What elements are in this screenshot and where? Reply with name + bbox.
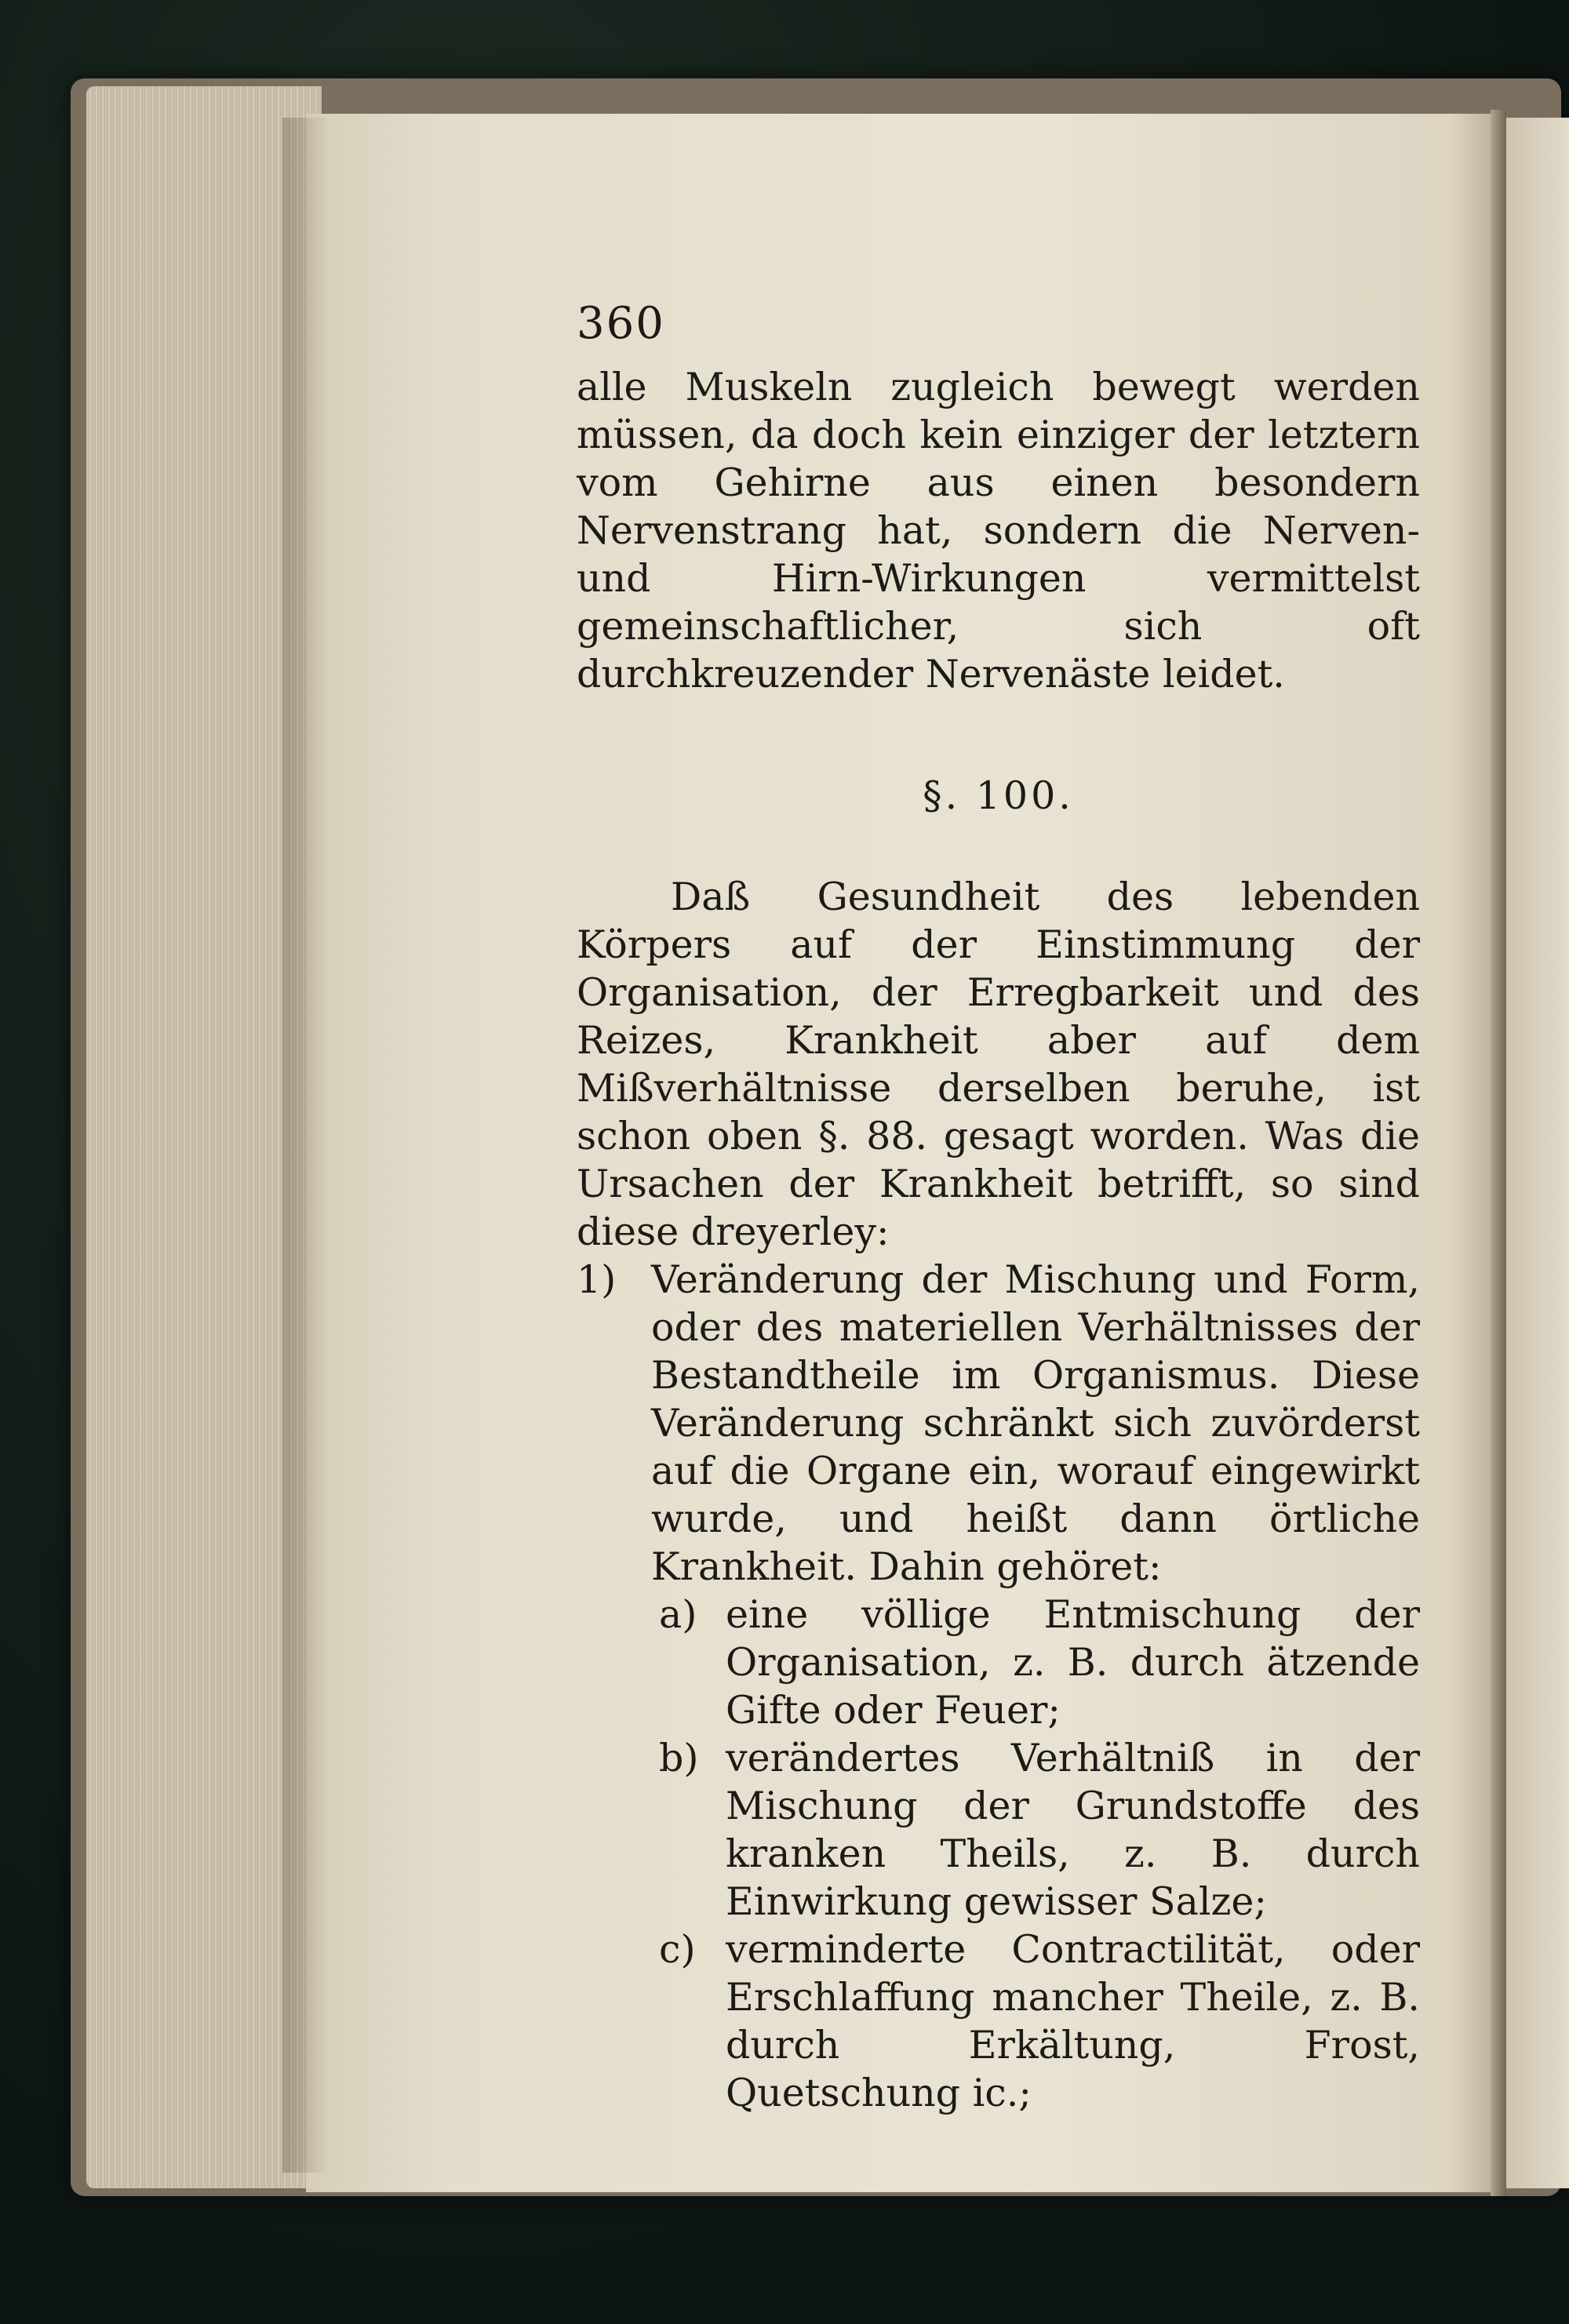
book-gutter (1491, 110, 1506, 2196)
list-marker: 1) (577, 1257, 617, 1302)
page-shadow (282, 118, 329, 2173)
sub-item-a (659, 1591, 1420, 1734)
list-item-1 (577, 1256, 1420, 2117)
sub-item-text: eine völlige Entmischung der Organisation, z. B. durch ätzende Gifte oder Feuer; (726, 1592, 1420, 1733)
page-number: 360 (577, 298, 665, 349)
sub-marker: a) (659, 1592, 697, 1637)
paragraph-intro: Daß Gesundheit des lebenden Körpers auf der Einstimmung der Organisation, der Erregbarkeit und des Reizes, Krankheit aber auf dem Mißverhältnisse derselben beruhe, ist schon oben §. 88. gesagt worden. Was die Ursachen der Krankheit betrifft, so sind diese dreyerley: (577, 875, 1420, 1254)
paragraph-continuation: alle Muskeln zugleich bewegt werden müssen, da doch kein einziger der letztern vom Gehirne aus einen besondern Nervenstrang hat, sondern die Nerven- und Hirn-Wirkungen vermittelst gemeinschaftlicher, sich oft durchkreuzender Nervenäste leidet. (577, 365, 1420, 696)
facing-page-edge (1506, 118, 1569, 2188)
sub-marker: b) (659, 1736, 699, 1780)
sub-item-c (659, 1926, 1420, 2117)
sub-marker: c) (659, 1927, 696, 1972)
sub-item-text: verändertes Verhältniß in der Mischung der Grundstoffe des kranken Theils, z. B. durch Einwirkung gewisser Salze; (726, 1736, 1420, 1924)
section-heading: §. 100. (923, 773, 1074, 818)
page-text (577, 298, 1420, 2117)
sub-list (651, 1591, 1420, 2117)
sub-item-text: verminderte Contractilität, oder Erschlaffung mancher Theile, z. B. durch Erkältung, Frost, Quetschung ic.; (726, 1927, 1420, 2115)
list-item-text: Veränderung der Mischung und Form, oder des materiellen Verhältnisses der Bestandtheile im Organismus. Diese Veränderung schränkt sich zuvörderst auf die Organe ein, worauf eingewirkt wurde, und heißt dann örtliche Krankheit. Dahin gehöret: (651, 1257, 1420, 1589)
sub-item-b (659, 1734, 1420, 1926)
